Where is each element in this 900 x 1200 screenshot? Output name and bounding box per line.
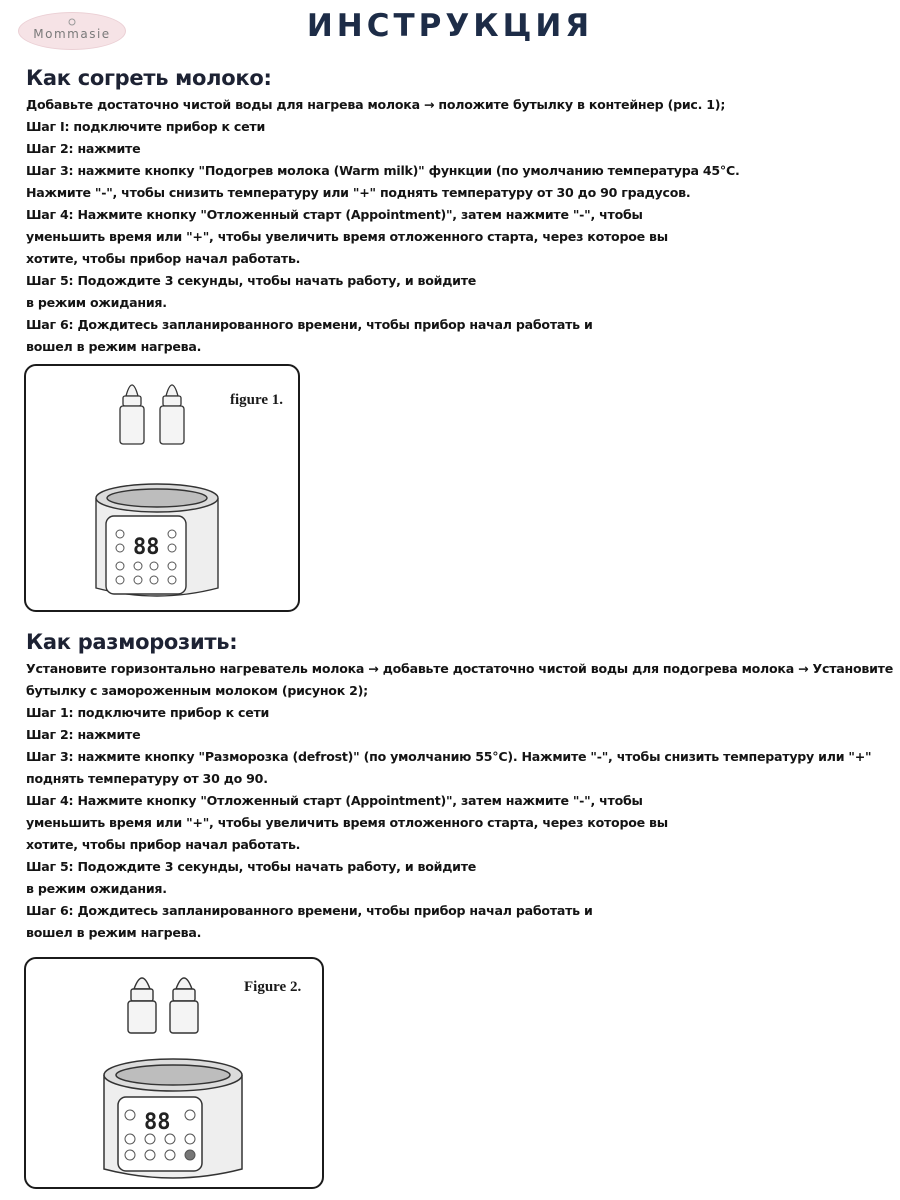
instruction-line: Шаг 5: Подождите 3 секунды, чтобы начать работу, и войдите	[26, 273, 477, 288]
instruction-line: вошел в режим нагрева.	[26, 339, 202, 354]
page-title: ИНСТРУКЦИЯ	[306, 8, 594, 44]
instruction-line: Шаг I: подключите прибор к сети	[26, 119, 266, 134]
instruction-line: хотите, чтобы прибор начал работать.	[26, 251, 301, 266]
instruction-line: Установите горизонтально нагреватель молока → добавьте достаточно чистой воды для подогрева молока → Установите	[26, 661, 893, 676]
instruction-line: Шаг 4: Нажмите кнопку "Отложенный старт (Appointment)", затем нажмите "-", чтобы	[26, 793, 643, 808]
section-heading: Как разморозить:	[26, 630, 238, 654]
instruction-line: Добавьте достаточно чистой воды для нагрева молока → положите бутылку в контейнер (рис. 1);	[26, 97, 726, 112]
baby-bottle-icon	[120, 385, 144, 444]
bottle-warmer-illustration	[26, 366, 298, 610]
instruction-line: уменьшить время или "+", чтобы увеличить время отложенного старта, через которое вы	[26, 815, 668, 830]
figure-label: figure 1.	[230, 392, 284, 408]
instruction-line: уменьшить время или "+", чтобы увеличить время отложенного старта, через которое вы	[26, 229, 668, 244]
instruction-line: поднять температуру от 30 до 90.	[26, 771, 268, 786]
figure-1	[24, 364, 300, 612]
baby-bottle-icon	[160, 385, 184, 444]
instruction-line: бутылку с замороженным молоком (рисунок 2);	[26, 683, 368, 698]
device-display: 88	[144, 1110, 171, 1135]
bottle-warmer-illustration	[26, 959, 322, 1187]
bottle-warmer-device	[104, 1059, 242, 1178]
instruction-line: Шаг 6: Дождитесь запланированного времени, чтобы прибор начал работать и	[26, 317, 593, 332]
instruction-list	[26, 658, 893, 944]
brand-logo-text: Mommasie	[33, 27, 111, 41]
device-display: 88	[133, 535, 160, 560]
instruction-line: Шаг 4: Нажмите кнопку "Отложенный старт (Appointment)", затем нажмите "-", чтобы	[26, 207, 643, 222]
figure-label: Figure 2.	[244, 979, 302, 995]
instruction-line: в режим ожидания.	[26, 881, 167, 896]
instruction-list	[26, 94, 886, 358]
instruction-line: Шаг 3: нажмите кнопку "Разморозка (defrost)" (по умолчанию 55°C). Нажмите "-", чтобы снизить температуру или "+"	[26, 749, 872, 764]
section-defrost	[26, 630, 893, 944]
instruction-line: Шаг 3: нажмите кнопку "Подогрев молока (Warm milk)" функции (по умолчанию температура 45°C.	[26, 163, 740, 178]
figure-2	[24, 957, 324, 1189]
section-warm-milk	[26, 66, 886, 358]
instruction-line: Нажмите "-", чтобы снизить температуру или "+" поднять температуру от 30 до 90 градусов.	[26, 185, 691, 200]
instruction-line: вошел в режим нагрева.	[26, 925, 202, 940]
baby-bottle-icon	[170, 978, 198, 1033]
instruction-line: в режим ожидания.	[26, 295, 167, 310]
section-heading: Как согреть молоко:	[26, 66, 272, 90]
instruction-line: Шаг 1: подключите прибор к сети	[26, 705, 270, 720]
baby-bottle-icon	[128, 978, 156, 1033]
instruction-line: хотите, чтобы прибор начал работать.	[26, 837, 301, 852]
instruction-line: Шаг 5: Подождите 3 секунды, чтобы начать работу, и войдите	[26, 859, 477, 874]
instruction-line: Шаг 6: Дождитесь запланированного времени, чтобы прибор начал работать и	[26, 903, 593, 918]
instruction-line: Шаг 2: нажмите	[26, 727, 141, 742]
instruction-line: Шаг 2: нажмите	[26, 141, 141, 156]
